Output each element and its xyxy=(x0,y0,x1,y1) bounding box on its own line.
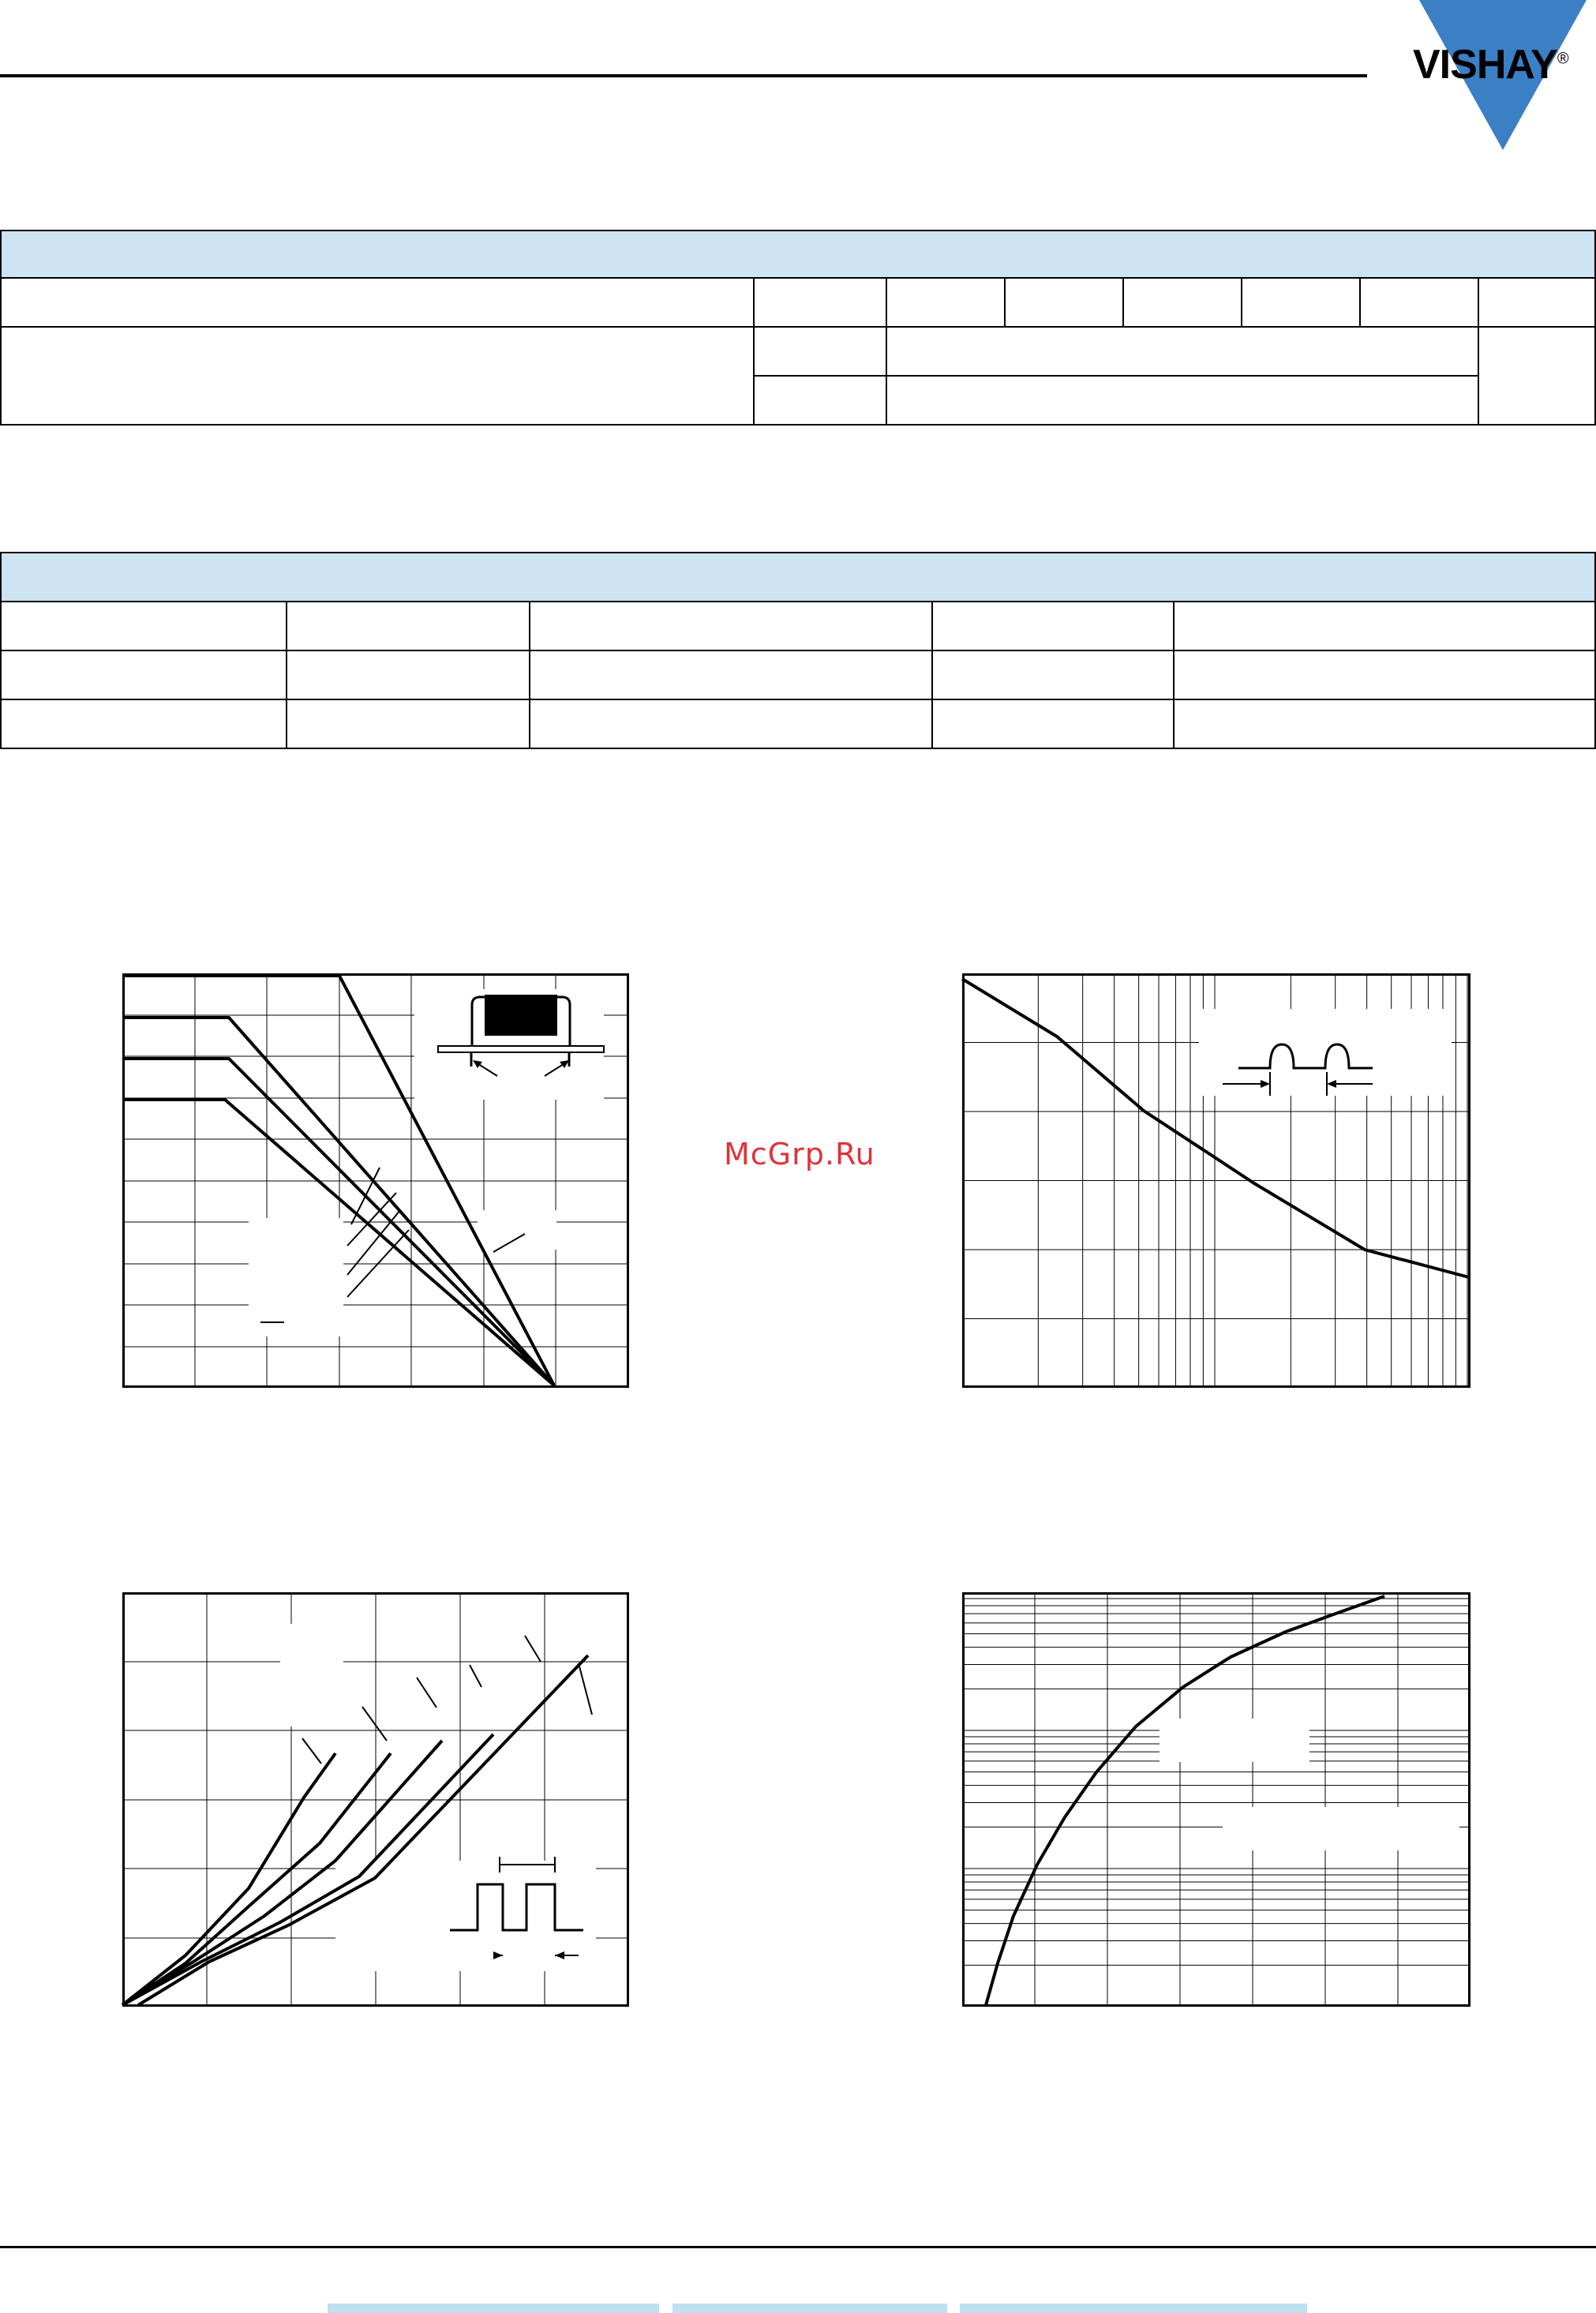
pointer-arrow xyxy=(362,1707,387,1741)
logo-text: VISHAY xyxy=(1413,42,1557,88)
footer-link-bar[interactable] xyxy=(672,2304,947,2313)
footer-rule xyxy=(0,2246,1596,2248)
table-cell xyxy=(754,327,886,376)
table-cell xyxy=(754,376,886,425)
table-cell xyxy=(754,278,886,327)
chart-power-loss xyxy=(122,1592,629,2007)
footer-link-bar[interactable] xyxy=(328,2304,659,2313)
table-row xyxy=(1,650,1595,699)
pointer-arrow xyxy=(470,1665,481,1687)
grid-lines xyxy=(962,1592,1470,2007)
table-cell xyxy=(1174,650,1595,699)
chart-derating xyxy=(122,973,629,1388)
series-line xyxy=(122,1753,335,2005)
table-cell xyxy=(932,650,1174,699)
registered-mark: ® xyxy=(1557,50,1568,68)
table-cell xyxy=(287,650,530,699)
table-cell xyxy=(1360,278,1478,327)
table-cell xyxy=(1478,327,1595,425)
table-cell xyxy=(1,602,287,650)
table-header-cell xyxy=(1,553,1595,602)
table-cell xyxy=(1242,278,1360,327)
table-cell xyxy=(287,699,530,748)
pointer-arrow xyxy=(579,1663,592,1715)
label-area xyxy=(280,1624,343,1726)
table-cell xyxy=(1478,278,1595,327)
watermark-text: McGrp.Ru xyxy=(724,1137,875,1171)
spec-table-2 xyxy=(0,552,1596,749)
table-cell xyxy=(287,602,530,650)
pointer-arrow xyxy=(302,1738,321,1764)
pointer-arrow xyxy=(525,1636,541,1662)
table-cell xyxy=(530,650,932,699)
table-cell xyxy=(886,278,1005,327)
table-cell xyxy=(1005,278,1123,327)
package-body xyxy=(485,995,557,1036)
pointer-arrow xyxy=(347,1210,400,1275)
table-header-row xyxy=(1,553,1595,602)
table-row xyxy=(1,602,1595,650)
table-header-cell xyxy=(1,231,1595,278)
label-area xyxy=(478,1210,556,1250)
table-row xyxy=(1,699,1595,748)
logo-wordmark xyxy=(1413,41,1568,88)
label-area xyxy=(1223,1807,1459,1850)
series-pointers xyxy=(302,1636,592,1764)
series-line xyxy=(986,1596,1384,2005)
chart-forward xyxy=(962,1592,1470,2007)
table-header-row xyxy=(1,231,1595,278)
table-cell xyxy=(1123,278,1242,327)
chart-surge xyxy=(962,973,1470,1388)
plot-frame xyxy=(964,1594,1470,2006)
table-cell xyxy=(1,327,754,425)
label-area xyxy=(1160,1719,1309,1762)
pointer-arrow xyxy=(417,1678,436,1708)
table-cell xyxy=(1,699,287,748)
table-cell xyxy=(530,699,932,748)
table-row xyxy=(1,278,1595,327)
table-cell xyxy=(1174,602,1595,650)
package-board xyxy=(438,1046,604,1052)
table-cell xyxy=(1,650,287,699)
footer-link-bar[interactable] xyxy=(960,2304,1307,2313)
table-cell xyxy=(932,602,1174,650)
label-area xyxy=(249,1218,343,1336)
header-rule xyxy=(0,74,1367,77)
table-cell xyxy=(886,376,1478,425)
table-cell xyxy=(1174,699,1595,748)
table-cell xyxy=(932,699,1174,748)
spec-table-1 xyxy=(0,230,1596,425)
table-cell xyxy=(886,327,1478,376)
table-cell xyxy=(1,278,754,327)
table-row xyxy=(1,327,1595,376)
table-cell xyxy=(530,602,932,650)
inset-area xyxy=(1199,1009,1452,1096)
